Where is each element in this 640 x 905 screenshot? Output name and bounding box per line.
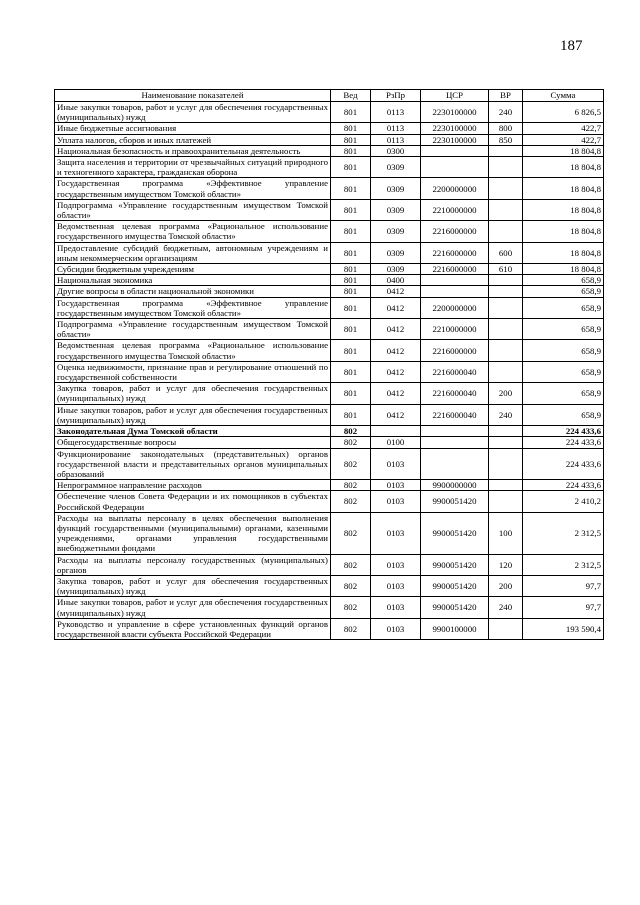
cell-name: Подпрограмма «Управление государственным имуществом Томской области» — [55, 199, 331, 220]
cell-vr: 240 — [489, 597, 523, 618]
cell-vr: 610 — [489, 264, 523, 275]
cell-sum: 18 804,8 — [523, 221, 604, 242]
cell-vr — [489, 319, 523, 340]
table-row — [55, 178, 604, 199]
table-row — [55, 145, 604, 156]
cell-name: Обеспечение членов Совета Федерации и их помощников в субъектах Российской Федерации — [55, 491, 331, 512]
table-row — [55, 319, 604, 340]
cell-vr — [489, 297, 523, 318]
cell-vr — [489, 178, 523, 199]
table-row — [55, 618, 604, 639]
cell-name: Функционирование законодательных (представительных) органов государственной власти и представительных органов муниципальных образований — [55, 448, 331, 480]
cell-vr — [489, 480, 523, 491]
cell-rzpr: 0103 — [371, 575, 421, 596]
cell-name: Непрограммное направление расходов — [55, 480, 331, 491]
cell-rzpr: 0103 — [371, 480, 421, 491]
cell-vr — [489, 491, 523, 512]
cell-ved: 802 — [331, 448, 371, 480]
cell-vr — [489, 361, 523, 382]
cell-ved: 801 — [331, 123, 371, 134]
cell-ved: 801 — [331, 383, 371, 404]
cell-sum: 193 590,4 — [523, 618, 604, 639]
table-row — [55, 102, 604, 123]
cell-csr: 2216000040 — [421, 383, 489, 404]
cell-vr: 850 — [489, 134, 523, 145]
cell-sum: 658,9 — [523, 404, 604, 425]
cell-ved: 801 — [331, 134, 371, 145]
cell-sum: 18 804,8 — [523, 145, 604, 156]
cell-csr: 9900051420 — [421, 512, 489, 554]
cell-vr — [489, 340, 523, 361]
table-row — [55, 275, 604, 286]
cell-ved: 801 — [331, 404, 371, 425]
table-row — [55, 221, 604, 242]
cell-rzpr: 0412 — [371, 297, 421, 318]
cell-ved: 802 — [331, 618, 371, 639]
cell-ved: 801 — [331, 242, 371, 263]
cell-rzpr: 0103 — [371, 554, 421, 575]
cell-ved: 802 — [331, 437, 371, 448]
cell-csr: 2216000000 — [421, 340, 489, 361]
cell-vr — [489, 426, 523, 437]
cell-ved: 801 — [331, 286, 371, 297]
cell-rzpr: 0309 — [371, 157, 421, 178]
cell-name: Субсидии бюджетным учреждениям — [55, 264, 331, 275]
cell-rzpr: 0300 — [371, 145, 421, 156]
cell-rzpr: 0412 — [371, 319, 421, 340]
cell-name: Защита населения и территории от чрезвычайных ситуаций природного и техногенного характера, гражданская оборона — [55, 157, 331, 178]
table-row — [55, 448, 604, 480]
cell-csr: 2200000000 — [421, 297, 489, 318]
cell-sum: 2 410,2 — [523, 491, 604, 512]
cell-rzpr: 0309 — [371, 178, 421, 199]
cell-vr: 240 — [489, 102, 523, 123]
cell-rzpr: 0309 — [371, 221, 421, 242]
header-sum: Сумма — [523, 90, 604, 102]
cell-ved: 801 — [331, 340, 371, 361]
table-row — [55, 157, 604, 178]
cell-vr: 100 — [489, 512, 523, 554]
header-csr: ЦСР — [421, 90, 489, 102]
cell-vr — [489, 275, 523, 286]
cell-name: Законодательная Дума Томской области — [55, 426, 331, 437]
cell-sum: 658,9 — [523, 297, 604, 318]
cell-csr: 2216000000 — [421, 242, 489, 263]
cell-rzpr: 0309 — [371, 199, 421, 220]
cell-ved: 802 — [331, 597, 371, 618]
cell-sum: 422,7 — [523, 123, 604, 134]
cell-csr: 2216000040 — [421, 361, 489, 382]
cell-name: Общегосударственные вопросы — [55, 437, 331, 448]
cell-name: Национальная безопасность и правоохранительная деятельность — [55, 145, 331, 156]
table-row — [55, 242, 604, 263]
cell-rzpr: 0113 — [371, 123, 421, 134]
cell-vr: 200 — [489, 383, 523, 404]
cell-csr: 9900000000 — [421, 480, 489, 491]
cell-name: Ведомственная целевая программа «Рациональное использование государственного имущества Томской области» — [55, 221, 331, 242]
cell-vr — [489, 145, 523, 156]
cell-vr — [489, 448, 523, 480]
cell-rzpr: 0309 — [371, 242, 421, 263]
cell-vr: 200 — [489, 575, 523, 596]
cell-name: Иные закупки товаров, работ и услуг для обеспечения государственных (муниципальных) нужд — [55, 404, 331, 425]
cell-csr: 2210000000 — [421, 199, 489, 220]
cell-rzpr: 0103 — [371, 597, 421, 618]
cell-sum: 658,9 — [523, 361, 604, 382]
cell-sum: 6 826,5 — [523, 102, 604, 123]
cell-rzpr: 0412 — [371, 383, 421, 404]
cell-ved: 801 — [331, 221, 371, 242]
cell-ved: 802 — [331, 491, 371, 512]
cell-vr — [489, 221, 523, 242]
table-row — [55, 264, 604, 275]
cell-rzpr: 0309 — [371, 264, 421, 275]
cell-name: Руководство и управление в сфере установленных функций органов государственной власти субъекта Российской Федерации — [55, 618, 331, 639]
cell-rzpr: 0103 — [371, 512, 421, 554]
cell-vr: 240 — [489, 404, 523, 425]
table-row — [55, 491, 604, 512]
cell-sum: 422,7 — [523, 134, 604, 145]
cell-rzpr: 0100 — [371, 437, 421, 448]
cell-csr: 2216000000 — [421, 221, 489, 242]
cell-csr — [421, 157, 489, 178]
cell-vr — [489, 437, 523, 448]
table-row — [55, 575, 604, 596]
cell-csr: 9900051420 — [421, 597, 489, 618]
cell-csr: 9900051420 — [421, 491, 489, 512]
cell-ved: 801 — [331, 264, 371, 275]
page-number: 187 — [560, 38, 583, 54]
cell-rzpr: 0103 — [371, 618, 421, 639]
cell-sum: 97,7 — [523, 575, 604, 596]
cell-ved: 802 — [331, 575, 371, 596]
cell-vr: 800 — [489, 123, 523, 134]
cell-csr: 2200000000 — [421, 178, 489, 199]
table-row — [55, 199, 604, 220]
cell-sum: 18 804,8 — [523, 242, 604, 263]
cell-sum: 658,9 — [523, 340, 604, 361]
table-row — [55, 480, 604, 491]
cell-vr — [489, 618, 523, 639]
table-row — [55, 361, 604, 382]
cell-vr — [489, 286, 523, 297]
cell-rzpr: 0412 — [371, 340, 421, 361]
cell-ved: 802 — [331, 480, 371, 491]
cell-sum: 658,9 — [523, 275, 604, 286]
cell-rzpr: 0400 — [371, 275, 421, 286]
cell-ved: 802 — [331, 426, 371, 437]
cell-vr — [489, 199, 523, 220]
table-row — [55, 554, 604, 575]
table-row — [55, 512, 604, 554]
cell-name: Предоставление субсидий бюджетным, автономным учреждениям и иным некоммерческим организациям — [55, 242, 331, 263]
table-row — [55, 297, 604, 318]
header-vr: ВР — [489, 90, 523, 102]
cell-csr — [421, 448, 489, 480]
cell-ved: 802 — [331, 512, 371, 554]
table-header-row — [55, 90, 604, 102]
cell-sum: 18 804,8 — [523, 199, 604, 220]
cell-ved: 801 — [331, 157, 371, 178]
cell-csr: 2216000040 — [421, 404, 489, 425]
cell-ved: 801 — [331, 178, 371, 199]
cell-csr: 2210000000 — [421, 319, 489, 340]
header-rzpr: РзПр — [371, 90, 421, 102]
cell-rzpr: 0412 — [371, 286, 421, 297]
cell-name: Расходы на выплаты персоналу в целях обеспечения выполнения функций государственными (муниципальными) органами, казенными учреждениями, органами управления государственными внебюджетными фондами — [55, 512, 331, 554]
cell-csr: 2230100000 — [421, 102, 489, 123]
budget-table — [54, 89, 604, 640]
cell-ved: 801 — [331, 102, 371, 123]
cell-rzpr: 0103 — [371, 491, 421, 512]
cell-csr — [421, 437, 489, 448]
cell-csr — [421, 426, 489, 437]
cell-csr — [421, 286, 489, 297]
cell-sum: 224 433,6 — [523, 480, 604, 491]
table-row — [55, 123, 604, 134]
cell-sum: 224 433,6 — [523, 437, 604, 448]
cell-sum: 658,9 — [523, 286, 604, 297]
table-row — [55, 340, 604, 361]
cell-name: Иные бюджетные ассигнования — [55, 123, 331, 134]
cell-name: Закупка товаров, работ и услуг для обеспечения государственных (муниципальных) нужд — [55, 383, 331, 404]
cell-csr: 2230100000 — [421, 134, 489, 145]
table-row — [55, 404, 604, 425]
cell-rzpr: 0412 — [371, 361, 421, 382]
cell-vr: 120 — [489, 554, 523, 575]
cell-sum: 224 433,6 — [523, 426, 604, 437]
cell-ved: 801 — [331, 297, 371, 318]
cell-rzpr: 0103 — [371, 448, 421, 480]
cell-name: Закупка товаров, работ и услуг для обеспечения государственных (муниципальных) нужд — [55, 575, 331, 596]
cell-vr — [489, 157, 523, 178]
cell-name: Государственная программа «Эффективное управление государственным имуществом Томской области» — [55, 178, 331, 199]
table-row — [55, 134, 604, 145]
cell-sum: 97,7 — [523, 597, 604, 618]
cell-sum: 18 804,8 — [523, 264, 604, 275]
table-row — [55, 383, 604, 404]
cell-sum: 224 433,6 — [523, 448, 604, 480]
table-row — [55, 286, 604, 297]
cell-name: Уплата налогов, сборов и иных платежей — [55, 134, 331, 145]
cell-name: Национальная экономика — [55, 275, 331, 286]
cell-ved: 801 — [331, 361, 371, 382]
cell-csr — [421, 275, 489, 286]
cell-ved: 801 — [331, 199, 371, 220]
table-row — [55, 597, 604, 618]
cell-sum: 658,9 — [523, 383, 604, 404]
cell-sum: 18 804,8 — [523, 157, 604, 178]
cell-name: Другие вопросы в области национальной экономики — [55, 286, 331, 297]
cell-sum: 2 312,5 — [523, 554, 604, 575]
cell-rzpr: 0113 — [371, 134, 421, 145]
cell-name: Ведомственная целевая программа «Рациональное использование государственного имущества Томской области» — [55, 340, 331, 361]
cell-name: Подпрограмма «Управление государственным имуществом Томской области» — [55, 319, 331, 340]
cell-ved: 802 — [331, 554, 371, 575]
cell-ved: 801 — [331, 319, 371, 340]
table-row — [55, 437, 604, 448]
header-ved: Вед — [331, 90, 371, 102]
cell-rzpr — [371, 426, 421, 437]
cell-csr: 9900051420 — [421, 575, 489, 596]
cell-csr: 9900051420 — [421, 554, 489, 575]
cell-vr: 600 — [489, 242, 523, 263]
cell-name: Иные закупки товаров, работ и услуг для обеспечения государственных (муниципальных) нужд — [55, 102, 331, 123]
cell-csr: 9900100000 — [421, 618, 489, 639]
header-name: Наименование показателей — [55, 90, 331, 102]
cell-ved: 801 — [331, 145, 371, 156]
cell-sum: 18 804,8 — [523, 178, 604, 199]
table-row — [55, 426, 604, 437]
cell-rzpr: 0113 — [371, 102, 421, 123]
cell-name: Оценка недвижимости, признание прав и регулирование отношений по государственной собственности — [55, 361, 331, 382]
cell-sum: 2 312,5 — [523, 512, 604, 554]
cell-ved: 801 — [331, 275, 371, 286]
cell-sum: 658,9 — [523, 319, 604, 340]
cell-csr — [421, 145, 489, 156]
cell-csr: 2230100000 — [421, 123, 489, 134]
cell-name: Государственная программа «Эффективное управление государственным имуществом Томской области» — [55, 297, 331, 318]
cell-rzpr: 0412 — [371, 404, 421, 425]
cell-name: Расходы на выплаты персоналу государственных (муниципальных) органов — [55, 554, 331, 575]
cell-name: Иные закупки товаров, работ и услуг для обеспечения государственных (муниципальных) нужд — [55, 597, 331, 618]
cell-csr: 2216000000 — [421, 264, 489, 275]
